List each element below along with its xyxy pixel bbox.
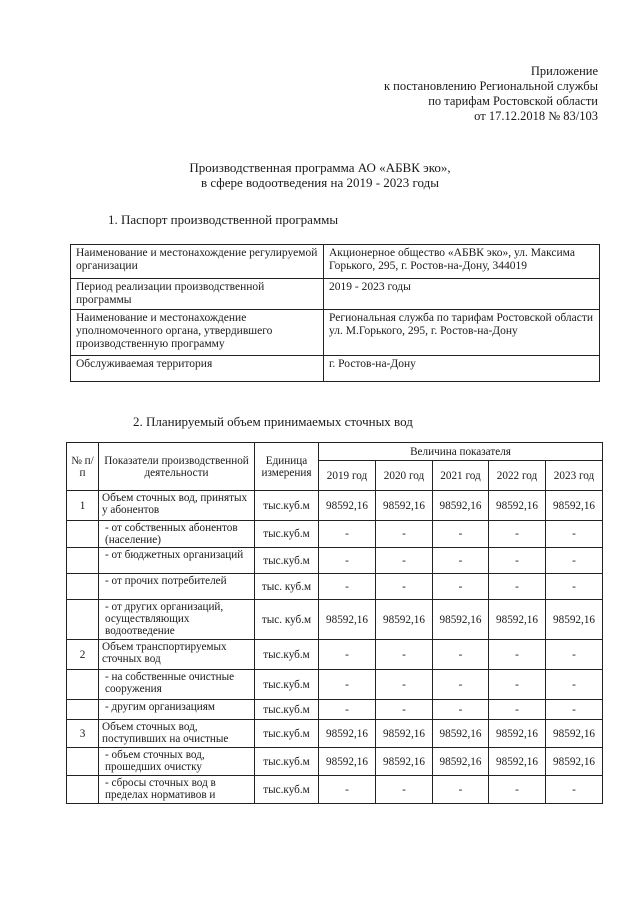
table-row (67, 574, 603, 600)
passport-row (71, 279, 600, 310)
row-value: - (489, 700, 546, 720)
row-indicator: - другим организациям (99, 700, 255, 720)
row-value: - (319, 700, 376, 720)
table-row (67, 776, 603, 804)
row-value: - (433, 776, 489, 804)
row-value: - (319, 776, 376, 804)
table-row (67, 748, 603, 776)
row-unit: тыс. куб.м (255, 600, 319, 640)
row-value: 98592,16 (319, 600, 376, 640)
row-value: - (489, 521, 546, 548)
row-value: 98592,16 (319, 720, 376, 748)
row-indicator: Объем сточных вод, поступивших на очистные (99, 720, 255, 748)
table-row (67, 700, 603, 720)
table-row (67, 548, 603, 574)
table-row (67, 521, 603, 548)
row-unit: тыс.куб.м (255, 491, 319, 521)
row-value: 98592,16 (546, 491, 603, 521)
row-unit: тыс.куб.м (255, 670, 319, 700)
row-value: 98592,16 (546, 600, 603, 640)
table-row (67, 491, 603, 521)
appendix-line: от 17.12.2018 № 83/103 (474, 109, 598, 123)
row-num (67, 574, 99, 600)
row-value: - (319, 574, 376, 600)
row-value: 98592,16 (319, 491, 376, 521)
row-indicator: - от прочих потребителей (99, 574, 255, 600)
passport-row (71, 310, 600, 356)
row-indicator: Объем транспортируемых сточных вод (99, 640, 255, 670)
row-value: - (319, 640, 376, 670)
row-num (67, 600, 99, 640)
header-year: 2022 год (489, 461, 546, 491)
header-unit: Единица измерения (255, 443, 319, 491)
row-value: - (376, 776, 433, 804)
row-num: 3 (67, 720, 99, 748)
title-line-1: Производственная программа АО «АБВК эко», (189, 160, 451, 175)
row-value: 98592,16 (376, 600, 433, 640)
row-value: - (546, 548, 603, 574)
row-value: - (376, 521, 433, 548)
row-value: - (489, 776, 546, 804)
row-value: - (376, 670, 433, 700)
table-row (67, 600, 603, 640)
row-value: - (376, 574, 433, 600)
row-value: - (489, 548, 546, 574)
row-value: 98592,16 (433, 720, 489, 748)
passport-label: Обслуживаемая территория (71, 356, 324, 382)
row-value: - (376, 640, 433, 670)
row-value: 98592,16 (489, 720, 546, 748)
passport-value: г. Ростов-на-Дону (324, 356, 600, 382)
passport-label: Период реализации производственной программы (71, 279, 324, 310)
row-value: 98592,16 (433, 600, 489, 640)
row-value: - (433, 700, 489, 720)
passport-table (70, 244, 600, 382)
row-value: 98592,16 (489, 600, 546, 640)
header-year: 2023 год (546, 461, 603, 491)
passport-row (71, 356, 600, 382)
row-unit: тыс.куб.м (255, 521, 319, 548)
header-value-group: Величина показателя (319, 443, 603, 461)
row-value: - (376, 548, 433, 574)
row-value: 98592,16 (489, 491, 546, 521)
appendix-line: Приложение (530, 64, 598, 78)
row-num (67, 748, 99, 776)
row-indicator: - сбросы сточных вод в пределах нормативов и (99, 776, 255, 804)
row-indicator: Объем сточных вод, принятых у абонентов (99, 491, 255, 521)
passport-label: Наименование и местонахождение уполномоченного органа, утвердившего производственную программу (71, 310, 324, 356)
row-value: 98592,16 (376, 491, 433, 521)
passport-value: 2019 - 2023 годы (324, 279, 600, 310)
row-value: - (489, 574, 546, 600)
row-value: - (319, 521, 376, 548)
appendix-line: к постановлению Региональной службы (383, 79, 598, 93)
row-value: - (433, 670, 489, 700)
appendix-block (298, 64, 598, 124)
header-year: 2020 год (376, 461, 433, 491)
table-row (67, 720, 603, 748)
row-value: - (489, 670, 546, 700)
row-num (67, 776, 99, 804)
header-year: 2021 год (433, 461, 489, 491)
row-unit: тыс.куб.м (255, 700, 319, 720)
row-value: - (376, 700, 433, 720)
row-unit: тыс.куб.м (255, 640, 319, 670)
row-value: 98592,16 (546, 748, 603, 776)
section-2-heading: 2. Планируемый объем принимаемых сточных вод (133, 414, 413, 429)
row-value: 98592,16 (546, 720, 603, 748)
row-value: - (433, 640, 489, 670)
row-indicator: - от бюджетных организаций (99, 548, 255, 574)
row-unit: тыс.куб.м (255, 748, 319, 776)
passport-value: Региональная служба по тарифам Ростовской области ул. М.Горького, 295, г. Ростов-на-Дону (324, 310, 600, 356)
row-value: - (546, 670, 603, 700)
row-num (67, 548, 99, 574)
row-value: 98592,16 (319, 748, 376, 776)
row-value: - (489, 640, 546, 670)
row-value: - (319, 670, 376, 700)
row-value: - (319, 548, 376, 574)
appendix-line: по тарифам Ростовской области (428, 94, 598, 108)
row-value: 98592,16 (376, 748, 433, 776)
row-unit: тыс. куб.м (255, 574, 319, 600)
row-indicator: - объем сточных вод, прошедших очистку (99, 748, 255, 776)
row-value: 98592,16 (433, 748, 489, 776)
header-year: 2019 год (319, 461, 376, 491)
row-num (67, 670, 99, 700)
row-value: - (546, 574, 603, 600)
table-row (67, 670, 603, 700)
row-value: - (546, 521, 603, 548)
row-unit: тыс.куб.м (255, 548, 319, 574)
row-indicator: - от других организаций, осуществляющих водоотведение (99, 600, 255, 640)
volumes-table (66, 442, 603, 804)
row-value: 98592,16 (433, 491, 489, 521)
row-value: - (546, 640, 603, 670)
row-value: - (546, 776, 603, 804)
row-num: 1 (67, 491, 99, 521)
row-num: 2 (67, 640, 99, 670)
row-num (67, 521, 99, 548)
row-indicator: - на собственные очистные сооружения (99, 670, 255, 700)
table-row (67, 640, 603, 670)
row-value: - (433, 574, 489, 600)
row-value: 98592,16 (489, 748, 546, 776)
row-value: 98592,16 (376, 720, 433, 748)
row-value: - (546, 700, 603, 720)
header-num: № п/п (67, 443, 99, 491)
passport-label: Наименование и местонахождение регулируемой организации (71, 245, 324, 279)
row-num (67, 700, 99, 720)
passport-value: Акционерное общество «АБВК эко», ул. Максима Горького, 295, г. Ростов-на-Дону, 344019 (324, 245, 600, 279)
row-unit: тыс.куб.м (255, 776, 319, 804)
page-title (0, 160, 640, 190)
row-indicator: - от собственных абонентов (население) (99, 521, 255, 548)
row-unit: тыс.куб.м (255, 720, 319, 748)
header-indicator: Показатели производственной деятельности (99, 443, 255, 491)
passport-row (71, 245, 600, 279)
title-line-2: в сфере водоотведения на 2019 - 2023 годы (200, 175, 440, 190)
section-1-heading: 1. Паспорт производственной программы (108, 212, 339, 227)
row-value: - (433, 521, 489, 548)
row-value: - (433, 548, 489, 574)
